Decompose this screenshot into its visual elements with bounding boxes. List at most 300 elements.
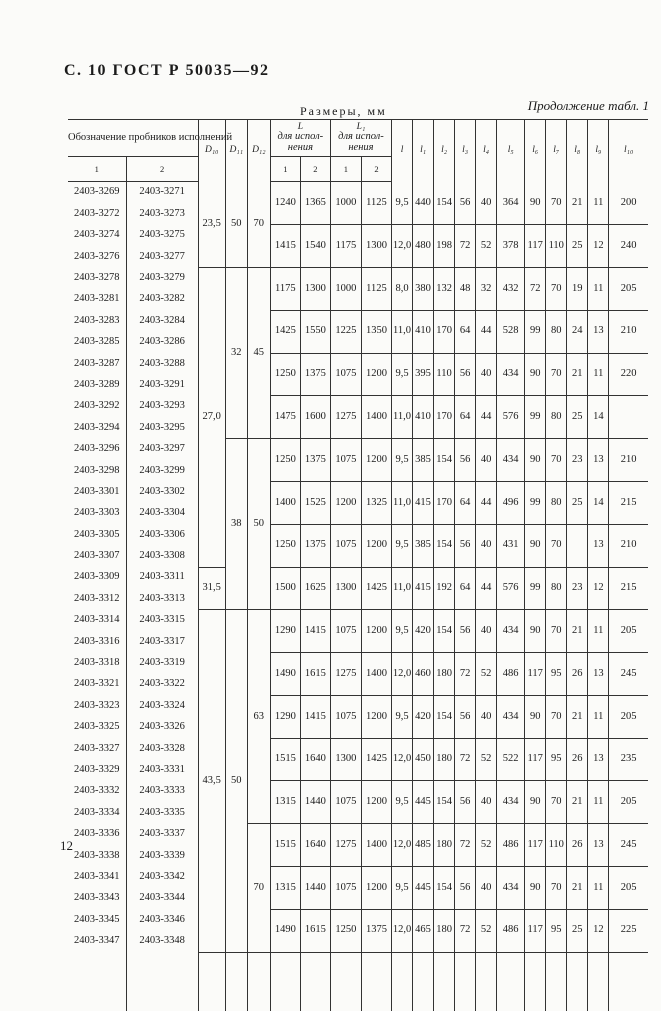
l4-header: l₄ (476, 120, 497, 182)
value-cell-l12: 1375 (361, 909, 391, 952)
value-cell-l: 9,5 (392, 182, 413, 225)
designation-2-cell: 2403-3339 (126, 845, 198, 866)
value-cell-l6: 117 (525, 824, 546, 867)
value-cell-l2: 180 (434, 653, 455, 696)
value-cell-l10: 240 (609, 225, 648, 268)
d11-cell: 50 (225, 182, 247, 268)
value-cell-l7: 70 (546, 781, 567, 824)
value-cell-l1: 1490 (270, 909, 300, 952)
designation-2-cell: 2403-3337 (126, 824, 198, 845)
value-cell-l1: 450 (413, 738, 434, 781)
table-row (68, 439, 648, 460)
value-cell-l2: 1625 (300, 567, 330, 610)
value-cell-l2: 154 (434, 524, 455, 567)
value-cell-l1: 1400 (270, 481, 300, 524)
value-cell-l2: 1440 (300, 781, 330, 824)
value-cell-l8: 19 (567, 268, 588, 311)
value-cell-l1: 385 (413, 439, 434, 482)
value-cell-l12: 1400 (361, 396, 391, 439)
value-cell-l12: 1200 (361, 439, 391, 482)
value-cell-l1: 445 (413, 781, 434, 824)
units-caption: Размеры, мм (300, 104, 387, 118)
table-row (68, 781, 648, 802)
value-cell-l7: 95 (546, 738, 567, 781)
d12-cell: 63 (247, 610, 270, 824)
table-row (68, 695, 648, 716)
value-cell-l5: 576 (497, 396, 525, 439)
value-cell-l2: 1365 (300, 182, 330, 225)
table-row (68, 396, 648, 417)
value-cell-l3: 72 (455, 738, 476, 781)
blank-cell (413, 952, 434, 1011)
l10-header: l₁₀ (609, 120, 648, 182)
value-cell-l11: 1250 (330, 909, 361, 952)
designation-1-cell: 2403-3345 (74, 913, 120, 925)
table-row (68, 567, 648, 588)
value-cell-l2: 1615 (300, 909, 330, 952)
value-cell-l2: 170 (434, 310, 455, 353)
blank-cell (361, 952, 391, 1011)
value-cell-l6: 117 (525, 653, 546, 696)
value-cell-l4: 52 (476, 824, 497, 867)
value-cell-l6: 90 (525, 353, 546, 396)
value-cell-l3: 64 (455, 567, 476, 610)
d11-cell: 50 (225, 610, 247, 952)
designation-1-cell: 2403-3278 (74, 272, 120, 283)
value-cell-l5: 522 (497, 738, 525, 781)
value-cell-l8: 26 (567, 738, 588, 781)
blank-cell (392, 952, 413, 1011)
value-cell-l4: 40 (476, 439, 497, 482)
table-row (68, 524, 648, 545)
value-cell-l: 12,0 (392, 225, 413, 268)
value-cell-l: 9,5 (392, 867, 413, 910)
value-cell-l12: 1200 (361, 695, 391, 738)
table-row (68, 268, 648, 289)
designation-1-cell: 2403-3321 (74, 678, 120, 690)
value-cell-l6: 90 (525, 610, 546, 653)
value-cell-l9: 11 (588, 353, 609, 396)
designation-2-cell: 2403-3346 (126, 909, 198, 930)
value-cell-l5: 486 (497, 653, 525, 696)
value-cell-l1: 420 (413, 695, 434, 738)
table-row (68, 867, 648, 888)
value-cell-l1: 410 (413, 310, 434, 353)
value-cell-l1: 440 (413, 182, 434, 225)
value-cell-l4: 52 (476, 909, 497, 952)
designation-2-cell: 2403-3344 (126, 888, 198, 909)
value-cell-l2: 180 (434, 824, 455, 867)
value-cell-l2: 180 (434, 909, 455, 952)
value-cell-l3: 48 (455, 268, 476, 311)
value-cell-l8: 21 (567, 695, 588, 738)
value-cell-l11: 1075 (330, 524, 361, 567)
value-cell-l10: 210 (609, 524, 648, 567)
value-cell-l: 12,0 (392, 653, 413, 696)
value-cell-l2: 1640 (300, 824, 330, 867)
value-cell-l11: 1300 (330, 567, 361, 610)
L-header (270, 120, 330, 157)
value-cell-l8: 23 (567, 439, 588, 482)
L-subheader: для испол- нения (277, 131, 324, 153)
value-cell-l5: 434 (497, 610, 525, 653)
value-cell-l1: 1515 (270, 738, 300, 781)
designation-1-cell: 2403-3287 (74, 357, 120, 369)
value-cell-l2: 154 (434, 610, 455, 653)
value-cell-l2: 1600 (300, 396, 330, 439)
value-cell-l1: 380 (413, 268, 434, 311)
designation-1-cell: 2403-3336 (74, 828, 120, 840)
value-cell-l12: 1200 (361, 867, 391, 910)
designation-1-cell: 2403-3325 (74, 721, 120, 733)
value-cell-l5: 434 (497, 439, 525, 482)
d12-header: D₁₂ (247, 120, 270, 182)
value-cell-l: 9,5 (392, 610, 413, 653)
value-cell-l9: 11 (588, 781, 609, 824)
value-cell-l6: 90 (525, 439, 546, 482)
value-cell-l6: 90 (525, 781, 546, 824)
blank-cell (609, 952, 648, 1011)
value-cell-l10: 205 (609, 781, 648, 824)
value-cell-l5: 528 (497, 310, 525, 353)
value-cell-l2: 1440 (300, 867, 330, 910)
value-cell-l6: 117 (525, 738, 546, 781)
value-cell-l5: 434 (497, 781, 525, 824)
designation-2-cell: 2403-3326 (126, 717, 198, 738)
value-cell-l10 (609, 396, 648, 439)
value-cell-l5: 434 (497, 867, 525, 910)
value-cell-l: 12,0 (392, 824, 413, 867)
value-cell-l7: 70 (546, 524, 567, 567)
value-cell-l5: 496 (497, 481, 525, 524)
table-row (68, 610, 648, 631)
designation-1-cell: 2403-3343 (74, 892, 120, 904)
value-cell-l1: 1250 (270, 524, 300, 567)
l8-header: l₈ (567, 120, 588, 182)
value-cell-l12: 1325 (361, 481, 391, 524)
value-cell-l1: 420 (413, 610, 434, 653)
value-cell-l5: 432 (497, 268, 525, 311)
value-cell-l7: 95 (546, 909, 567, 952)
table-row (68, 481, 648, 502)
value-cell-l12: 1300 (361, 225, 391, 268)
designation-2-cell: 2403-3315 (126, 610, 198, 631)
value-cell-l7: 70 (546, 867, 567, 910)
value-cell-l10: 210 (609, 310, 648, 353)
value-cell-l8: 25 (567, 225, 588, 268)
designation-1-cell: 2403-3316 (74, 635, 120, 647)
value-cell-l8: 26 (567, 653, 588, 696)
table-row (68, 653, 648, 674)
value-cell-l9: 13 (588, 824, 609, 867)
value-cell-l5: 431 (497, 524, 525, 567)
designation-1-cell: 2403-3305 (74, 528, 120, 540)
value-cell-l10: 205 (609, 268, 648, 311)
designation-2-cell: 2403-3277 (126, 246, 198, 267)
page-header: С. 10 ГОСТ Р 50035—92 (64, 62, 270, 79)
L1-subheader: для испол- нения (338, 131, 384, 153)
value-cell-l12: 1425 (361, 738, 391, 781)
value-cell-l7: 70 (546, 268, 567, 311)
blank-cell (525, 952, 546, 1011)
value-cell-l11: 1075 (330, 781, 361, 824)
value-cell-l4: 40 (476, 182, 497, 225)
designation-1-cell: 2403-3347 (74, 935, 120, 947)
value-cell-l: 11,0 (392, 567, 413, 610)
l9-header: l₉ (588, 120, 609, 182)
blank-cell (300, 952, 330, 1011)
value-cell-l6: 72 (525, 268, 546, 311)
designation-1-cell: 2403-3318 (74, 657, 120, 669)
value-cell-l6: 90 (525, 867, 546, 910)
designation-2-cell: 2403-3342 (126, 867, 198, 888)
value-cell-l1: 395 (413, 353, 434, 396)
value-cell-l: 9,5 (392, 353, 413, 396)
value-cell-l1: 1425 (270, 310, 300, 353)
value-cell-l8: 25 (567, 909, 588, 952)
value-cell-l2: 1415 (300, 695, 330, 738)
designation-1-cell: 2403-3281 (74, 293, 120, 305)
table-row (68, 182, 648, 204)
value-cell-l1: 1290 (270, 610, 300, 653)
designation-1-cell: 2403-3285 (74, 336, 120, 348)
value-cell-l8: 25 (567, 396, 588, 439)
value-cell-l3: 72 (455, 653, 476, 696)
value-cell-l10: 205 (609, 867, 648, 910)
value-cell-l4: 52 (476, 738, 497, 781)
designation-header: Обозначение пробников исполнений (68, 120, 198, 157)
blank-cell (588, 952, 609, 1011)
value-cell-l4: 44 (476, 310, 497, 353)
value-cell-l11: 1200 (330, 481, 361, 524)
value-cell-l8: 24 (567, 310, 588, 353)
value-cell-l3: 72 (455, 909, 476, 952)
value-cell-l11: 1000 (330, 268, 361, 311)
value-cell-l4: 40 (476, 524, 497, 567)
value-cell-l11: 1075 (330, 867, 361, 910)
designation-1-cell: 2403-3338 (74, 849, 120, 861)
designation-2-cell: 2403-3286 (126, 332, 198, 353)
value-cell-l3: 56 (455, 867, 476, 910)
d10-cell: 31,5 (198, 567, 225, 610)
value-cell-l4: 40 (476, 353, 497, 396)
value-cell-l9: 12 (588, 567, 609, 610)
value-cell-l9: 13 (588, 524, 609, 567)
value-cell-l1: 1415 (270, 225, 300, 268)
value-cell-l10: 225 (609, 909, 648, 952)
value-cell-l: 12,0 (392, 738, 413, 781)
value-cell-l7: 80 (546, 396, 567, 439)
value-cell-l8 (567, 524, 588, 567)
designation-2-cell: 2403-3297 (126, 439, 198, 460)
value-cell-l12: 1200 (361, 781, 391, 824)
value-cell-l3: 56 (455, 695, 476, 738)
designation-1-cell: 2403-3289 (74, 378, 120, 390)
value-cell-l11: 1175 (330, 225, 361, 268)
d12-cell: 70 (247, 182, 270, 268)
page-number: 12 (60, 838, 73, 853)
value-cell-l6: 117 (525, 225, 546, 268)
designation-1-cell: 2403-3327 (74, 742, 120, 754)
L-sub-1: 1 (270, 157, 300, 182)
value-cell-l9: 12 (588, 909, 609, 952)
value-cell-l5: 434 (497, 353, 525, 396)
value-cell-l7: 80 (546, 481, 567, 524)
blank-cell (126, 952, 198, 1011)
d10-cell: 43,5 (198, 610, 225, 952)
designation-2-cell: 2403-3282 (126, 289, 198, 310)
value-cell-l11: 1300 (330, 738, 361, 781)
value-cell-l1: 415 (413, 567, 434, 610)
value-cell-l9: 12 (588, 225, 609, 268)
table-row (68, 738, 648, 759)
value-cell-l1: 385 (413, 524, 434, 567)
designation-1-cell: 2403-3332 (74, 785, 120, 797)
value-cell-l: 12,0 (392, 909, 413, 952)
designation-2-cell: 2403-3302 (126, 481, 198, 502)
designation-1-cell: 2403-3269 (74, 186, 120, 198)
value-cell-l8: 21 (567, 781, 588, 824)
value-cell-l4: 40 (476, 867, 497, 910)
value-cell-l4: 52 (476, 225, 497, 268)
l3-header: l₃ (455, 120, 476, 182)
value-cell-l4: 44 (476, 567, 497, 610)
value-cell-l1: 1250 (270, 353, 300, 396)
value-cell-l6: 99 (525, 396, 546, 439)
value-cell-l: 9,5 (392, 695, 413, 738)
value-cell-l10: 205 (609, 695, 648, 738)
designation-2-cell: 2403-3322 (126, 674, 198, 695)
designation-1-cell: 2403-3296 (74, 443, 120, 455)
designation-2-cell: 2403-3279 (126, 268, 198, 289)
value-cell-l11: 1275 (330, 396, 361, 439)
value-cell-l9: 11 (588, 867, 609, 910)
value-cell-l3: 72 (455, 824, 476, 867)
value-cell-l2: 154 (434, 182, 455, 225)
value-cell-l: 9,5 (392, 524, 413, 567)
value-cell-l11: 1275 (330, 824, 361, 867)
value-cell-l1: 1240 (270, 182, 300, 225)
value-cell-l2: 1525 (300, 481, 330, 524)
blank-cell (198, 952, 225, 1011)
value-cell-l10: 205 (609, 610, 648, 653)
value-cell-l8: 21 (567, 182, 588, 225)
value-cell-l4: 44 (476, 481, 497, 524)
value-cell-l1: 1315 (270, 867, 300, 910)
blank-cell (546, 952, 567, 1011)
blank-cell (497, 952, 525, 1011)
l5-header: l₅ (497, 120, 525, 182)
value-cell-l3: 56 (455, 182, 476, 225)
value-cell-l2: 154 (434, 439, 455, 482)
value-cell-l: 11,0 (392, 310, 413, 353)
designation-2-cell: 2403-3328 (126, 738, 198, 759)
designation-2-cell: 2403-3335 (126, 802, 198, 823)
designation-1-cell: 2403-3283 (74, 314, 120, 326)
value-cell-l12: 1425 (361, 567, 391, 610)
value-cell-l2: 1540 (300, 225, 330, 268)
value-cell-l2: 1375 (300, 439, 330, 482)
value-cell-l4: 44 (476, 396, 497, 439)
value-cell-l11: 1075 (330, 695, 361, 738)
designation-1-cell: 2403-3323 (74, 699, 120, 711)
d11-cell: 38 (225, 439, 247, 610)
L1-sub-1: 1 (330, 157, 361, 182)
d12-cell: 50 (247, 439, 270, 610)
value-cell-l6: 90 (525, 524, 546, 567)
blank-cell (567, 952, 588, 1011)
designation-1-cell: 2403-3272 (74, 207, 120, 219)
value-cell-l8: 25 (567, 481, 588, 524)
value-cell-l: 9,5 (392, 781, 413, 824)
value-cell-l7: 70 (546, 353, 567, 396)
designation-1-cell: 2403-3274 (74, 229, 120, 241)
designation-2-cell: 2403-3288 (126, 353, 198, 374)
value-cell-l1: 445 (413, 867, 434, 910)
value-cell-l7: 70 (546, 610, 567, 653)
blank-cell (455, 952, 476, 1011)
value-cell-l2: 110 (434, 353, 455, 396)
designation-1-cell: 2403-3334 (74, 806, 120, 818)
designation-2-cell: 2403-3306 (126, 524, 198, 545)
value-cell-l1: 415 (413, 481, 434, 524)
l2-header: l₂ (434, 120, 455, 182)
blank-cell (330, 952, 361, 1011)
value-cell-l6: 99 (525, 310, 546, 353)
value-cell-l9: 11 (588, 610, 609, 653)
value-cell-l10: 215 (609, 567, 648, 610)
l1-header: l₁ (413, 120, 434, 182)
value-cell-l8: 21 (567, 610, 588, 653)
value-cell-l9: 14 (588, 481, 609, 524)
value-cell-l7: 110 (546, 225, 567, 268)
value-cell-l2: 1415 (300, 610, 330, 653)
d10-header: D₁₀ (198, 120, 225, 182)
value-cell-l10: 235 (609, 738, 648, 781)
value-cell-l12: 1200 (361, 524, 391, 567)
value-cell-l4: 40 (476, 610, 497, 653)
L-sub-2: 2 (300, 157, 330, 182)
d11-header: D₁₁ (225, 120, 247, 182)
value-cell-l3: 72 (455, 225, 476, 268)
value-cell-l12: 1400 (361, 653, 391, 696)
value-cell-l2: 1375 (300, 353, 330, 396)
value-cell-l2: 1375 (300, 524, 330, 567)
value-cell-l7: 70 (546, 439, 567, 482)
designation-2-cell: 2403-3331 (126, 760, 198, 781)
value-cell-l1: 1175 (270, 268, 300, 311)
designation-1-cell: 2403-3298 (74, 464, 120, 476)
table-row (68, 824, 648, 845)
value-cell-l6: 99 (525, 481, 546, 524)
value-cell-l2: 132 (434, 268, 455, 311)
value-cell-l3: 56 (455, 524, 476, 567)
value-cell-l4: 40 (476, 781, 497, 824)
value-cell-l1: 1315 (270, 781, 300, 824)
d10-cell: 27,0 (198, 268, 225, 567)
value-cell-l: 11,0 (392, 481, 413, 524)
designation-2-cell: 2403-3304 (126, 503, 198, 524)
value-cell-l3: 56 (455, 439, 476, 482)
value-cell-l2: 154 (434, 781, 455, 824)
value-cell-l4: 52 (476, 653, 497, 696)
value-cell-l9: 13 (588, 653, 609, 696)
value-cell-l12: 1350 (361, 310, 391, 353)
value-cell-l2: 1640 (300, 738, 330, 781)
value-cell-l3: 56 (455, 781, 476, 824)
designation-1-cell: 2403-3294 (74, 421, 120, 433)
d11-cell: 32 (225, 268, 247, 439)
